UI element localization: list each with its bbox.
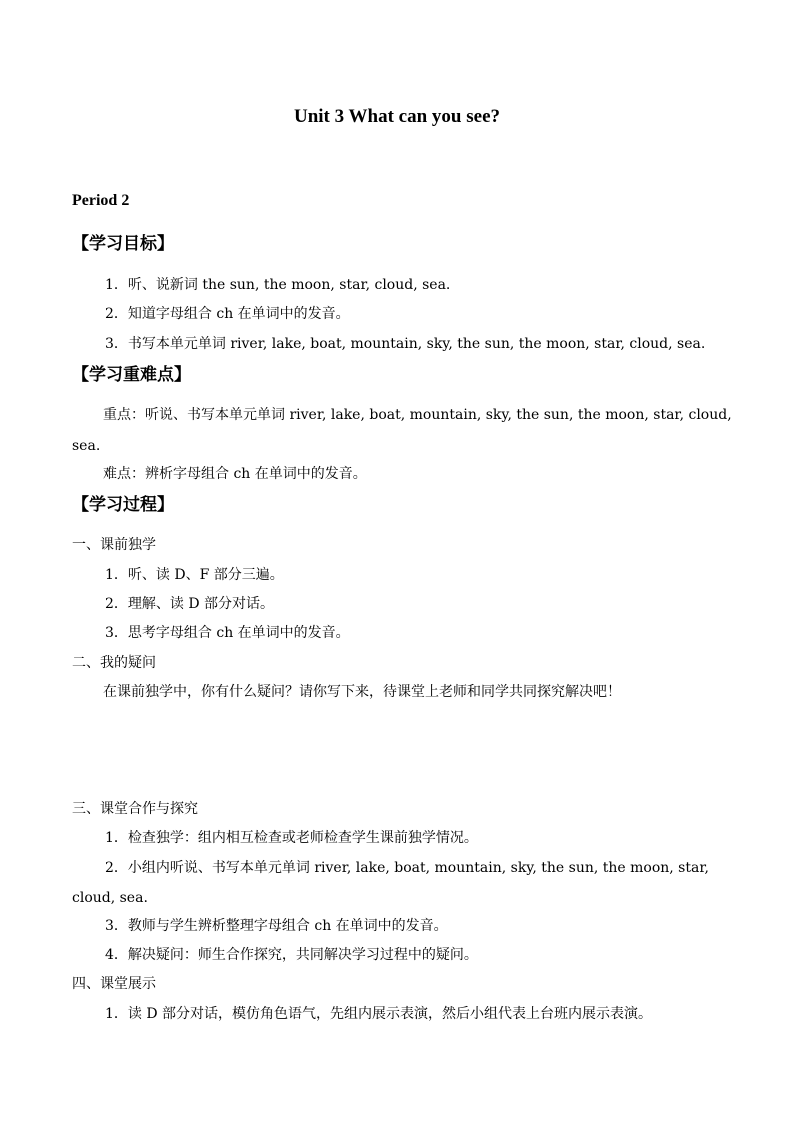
- part3-title: 三、课堂合作与探究: [72, 801, 198, 817]
- part2-title: 二、我的疑问: [72, 655, 156, 671]
- part3-item-2-line-1: 2．小组内听说、书写本单元单词 river, lake, boat, mountain, sky, the sun, the moon, star,: [105, 860, 709, 876]
- process-heading: 【学习过程】: [72, 495, 174, 515]
- part3-item-2-line-2: cloud, sea.: [72, 890, 148, 906]
- document-title: Unit 3 What can you see?: [293, 106, 501, 127]
- focus-line-2: sea.: [72, 438, 101, 454]
- part3-item-4: 4．解决疑问：师生合作探究，共同解决学习过程中的疑问。: [105, 947, 478, 963]
- part3-item-3: 3．教师与学生辨析整理字母组合 ch 在单词中的发音。: [105, 918, 448, 934]
- objective-item-2: 2．知道字母组合 ch 在单词中的发音。: [105, 306, 350, 322]
- part1-title: 一、课前独学: [72, 537, 156, 553]
- difficulty-line: 难点：辨析字母组合 ch 在单词中的发音。: [103, 466, 367, 482]
- period-label: Period 2: [72, 192, 130, 209]
- part1-item-1: 1．听、读 D、F 部分三遍。: [105, 567, 284, 583]
- part1-item-3: 3．思考字母组合 ch 在单词中的发音。: [105, 625, 350, 641]
- part3-item-1: 1．检查独学：组内相互检查或老师检查学生课前独学情况。: [105, 830, 478, 846]
- part4-item-1: 1．读 D 部分对话，模仿角色语气，先组内展示表演，然后小组代表上台班内展示表演。: [105, 1006, 653, 1022]
- objective-item-3: 3．书写本单元单词 river, lake, boat, mountain, sky, the sun, the moon, star, cloud, sea.: [105, 336, 706, 352]
- objective-item-1: 1．听、说新词 the sun, the moon, star, cloud, sea.: [105, 277, 451, 293]
- part1-item-2: 2．理解、读 D 部分对话。: [105, 596, 275, 612]
- part4-title: 四、课堂展示: [72, 976, 156, 992]
- objectives-heading: 【学习目标】: [72, 234, 174, 254]
- key-points-heading: 【学习重难点】: [72, 365, 191, 385]
- focus-line-1: 重点：听说、书写本单元单词 river, lake, boat, mountain, sky, the sun, the moon, star, cloud,: [103, 407, 732, 423]
- part2-text: 在课前独学中，你有什么疑问？请你写下来，待课堂上老师和同学共同探究解决吧！: [103, 684, 621, 700]
